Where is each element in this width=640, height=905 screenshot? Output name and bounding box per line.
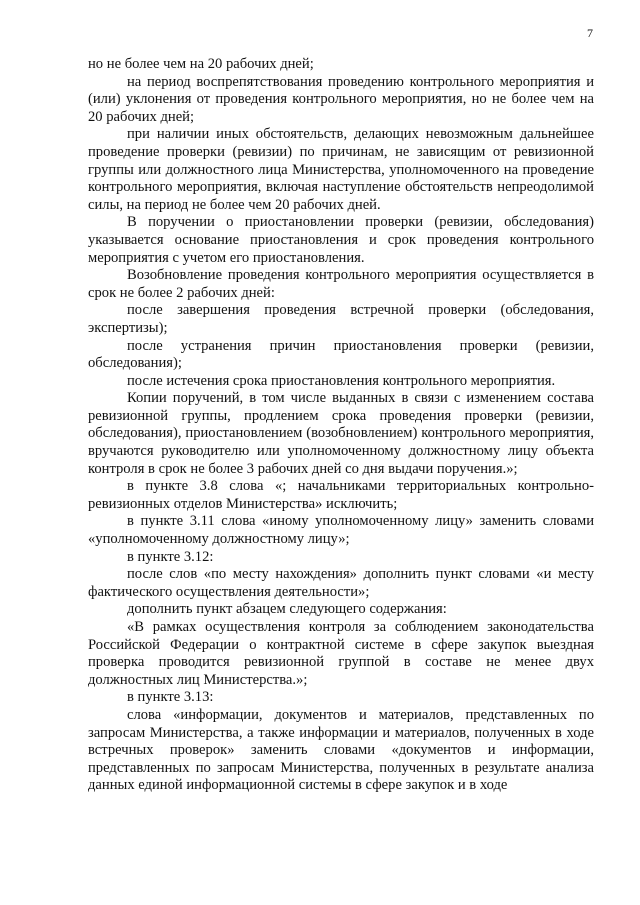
paragraph: при наличии иных обстоятельств, делающих невозможным дальнейшее проведение проверки (ревизии) по причинам, не зависящим от ревизионной группы или должностного лица Министерства, уполномоченного на проведение контрольного мероприятия, включая наступление обстоятельств непреодолимой силы, на период не более чем 20 рабочих дней. <box>88 126 594 213</box>
paragraph: после завершения проведения встречной проверки (обследования, экспертизы); <box>88 302 594 336</box>
paragraph: Возобновление проведения контрольного мероприятия осуществляется в срок не более 2 рабочих дней: <box>88 267 594 301</box>
paragraph: в пункте 3.8 слова «; начальниками территориальных контрольно-ревизионных отделов Министерства» исключить; <box>88 478 594 512</box>
paragraph: В поручении о приостановлении проверки (ревизии, обследования) указывается основание приостановления и срок проведения контрольного мероприятия с учетом его приостановления. <box>88 214 594 266</box>
paragraph: после устранения причин приостановления проверки (ревизии, обследования); <box>88 337 594 372</box>
paragraph: «В рамках осуществления контроля за соблюдением законодательства Российской Федерации о контрактной системе в сфере закупок выездная проверка проводится ревизионной группой в составе не менее двух должностных лиц Министерства.»; <box>88 619 594 688</box>
paragraph: Копии поручений, в том числе выданных в связи с изменением состава ревизионной группы, продлением срока проведения проверки (ревизии, обследования), приостановлением (возобновлением) контрольного мероприятия, вручаются руководителю или уполномоченному должностному лицу объекта контроля в срок не более 3 рабочих дней со дня выдачи поручения.»; <box>88 390 594 477</box>
paragraph: дополнить пункт абзацем следующего содержания: <box>127 601 447 618</box>
paragraph: после истечения срока приостановления контрольного мероприятия. <box>127 372 556 389</box>
page-number: 7 <box>587 26 593 40</box>
document-body <box>88 56 594 795</box>
paragraph: после слов «по месту нахождения» дополнить пункт словами «и месту фактического осуществления деятельности»; <box>88 566 594 600</box>
paragraph: на период воспрепятствования проведению контрольного мероприятия и (или) уклонения от проведения контрольного мероприятия, но не более чем на 20 рабочих дней; <box>88 73 594 125</box>
paragraph: в пункте 3.13: <box>127 689 214 706</box>
paragraph: но не более чем на 20 рабочих дней; <box>88 56 314 72</box>
paragraph: в пункте 3.12: <box>127 548 214 565</box>
paragraph: слова «информации, документов и материалов, представленных по запросам Министерства, а также информации и материалов, полученных в ходе встречных проверок» заменить словами «документов и информации, представленных по запросам Министерства, полученных в результате анализа данных единой информационной системы в сфере закупок и в ходе <box>88 706 594 794</box>
paragraph: в пункте 3.11 слова «иному уполномоченному лицу» заменить словами «уполномоченному должностному лицу»; <box>88 513 594 548</box>
